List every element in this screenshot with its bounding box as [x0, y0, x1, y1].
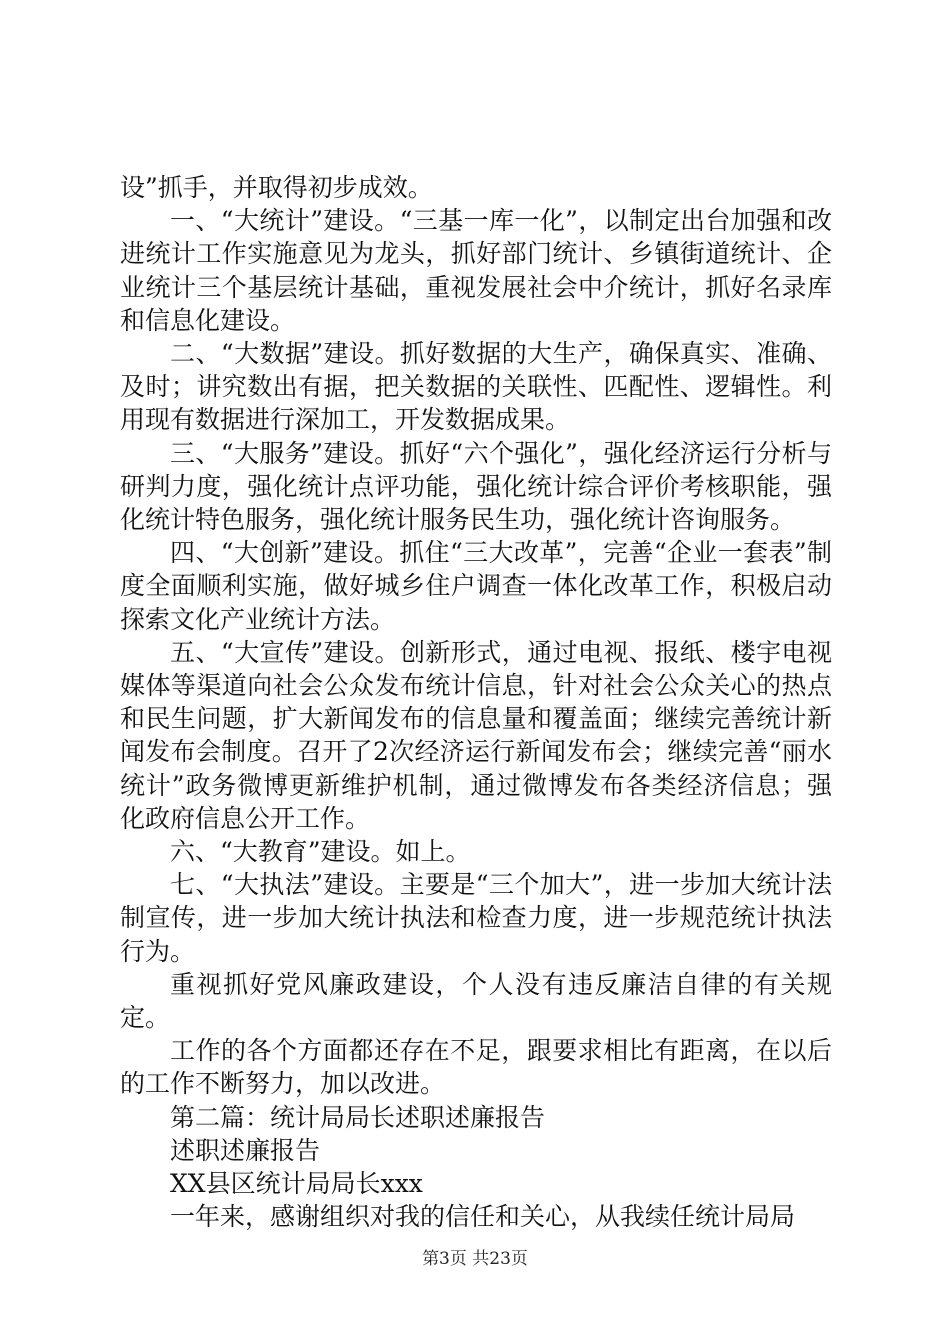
page-number-label: 第3页 共23页	[422, 1249, 528, 1269]
page-footer	[0, 1244, 950, 1269]
paragraph: 三、“大服务”建设。抓好“六个强化”，强化经济运行分析与研判力度，强化统计点评功能，强化统计综合评价考核职能，强化统计特色服务，强化统计服务民生功，强化统计咨询服务。	[120, 438, 832, 535]
paragraph: 述职述廉报告	[170, 1135, 321, 1165]
document-body	[120, 171, 832, 1234]
paragraph: 五、“大宣传”建设。创新形式，通过电视、报纸、楼宇电视媒体等渠道向社会公众发布统计信息，针对社会公众关心的热点和民生问题，扩大新闻发布的信息量和覆盖面；继续完善统计新闻发布会制度。召开了2次经济运行新闻发布会；继续完善“丽水统计”政务微博更新维护机制，通过微博发布各类经济信息；强化政府信息公开工作。	[120, 637, 832, 833]
paragraph: 工作的各个方面都还存在不足，跟要求相比有距离，在以后的工作不断努力，加以改进。	[120, 1036, 832, 1099]
paragraph: 一、“大统计”建设。“三基一库一化”，以制定出台加强和改进统计工作实施意见为龙头，抓好部门统计、乡镇街道统计、企业统计三个基层统计基础，重视发展社会中介统计，抓好名录库和信息化建设。	[120, 206, 832, 335]
paragraph: 设”抓手，并取得初步成效。	[120, 173, 433, 202]
paragraph: 一年来，感谢组织对我的信任和关心，从我续任统计局局	[170, 1202, 796, 1232]
paragraph: 七、“大执法”建设。主要是“三个加大”，进一步加大统计法制宣传，进一步加大统计执法和检查力度，进一步规范统计执法行为。	[120, 870, 832, 966]
paragraph: 六、“大教育”建设。如上。	[170, 837, 471, 867]
paragraph: 四、“大创新”建设。抓住“三大改革”，完善“企业一套表”制度全面顺利实施，做好城乡住户调查一体化改革工作，积极启动探索文化产业统计方法。	[120, 538, 832, 634]
paragraph: XX县区统计局局长xxx	[170, 1169, 423, 1199]
paragraph: 第二篇：统计局局长述职述廉报告	[170, 1102, 546, 1132]
paragraph: 二、“大数据”建设。抓好数据的大生产，确保真实、准确、及时；讲究数出有据，把关数据的关联性、匹配性、逻辑性。利用现有数据进行深加工，开发数据成果。	[120, 339, 832, 435]
paragraph: 重视抓好党风廉政建设，个人没有违反廉洁自律的有关规定。	[120, 969, 832, 1033]
